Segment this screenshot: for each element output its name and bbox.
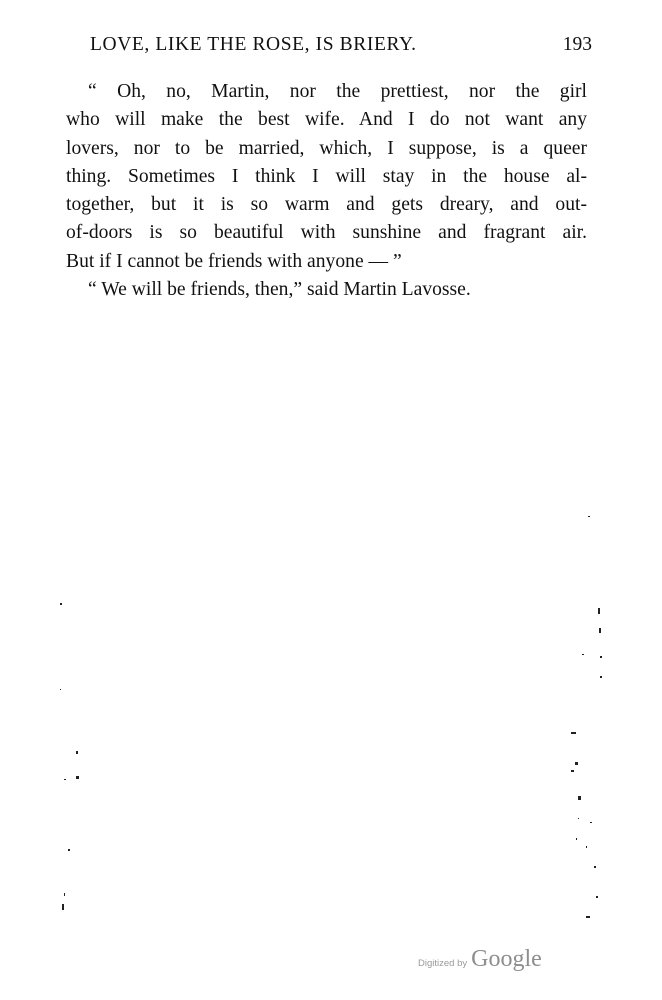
speck <box>594 866 596 868</box>
speck <box>578 818 579 819</box>
speck <box>60 603 62 605</box>
text-line: lovers, nor to be married, which, I suppose, is a queer <box>66 137 587 159</box>
speck <box>76 776 79 779</box>
speck <box>64 779 66 780</box>
speck <box>598 608 600 614</box>
speck <box>588 516 590 517</box>
text-line: of-doors is so beautiful with sunshine and fragrant air. <box>66 222 587 244</box>
speck <box>76 751 78 754</box>
speck <box>599 628 601 633</box>
speck <box>576 838 577 840</box>
speck <box>62 904 64 910</box>
running-title: LOVE, LIKE THE ROSE, IS BRIERY. <box>90 34 417 55</box>
text-line: “ We will be friends, then,” said Martin Lavosse. <box>88 279 471 301</box>
speck <box>64 893 65 896</box>
google-logo: Google <box>471 946 542 972</box>
speck <box>578 796 581 800</box>
speck <box>586 846 587 848</box>
text-line: who will make the best wife. And I do not want any <box>66 109 587 131</box>
speck <box>60 689 61 690</box>
paragraph-2 <box>66 276 587 304</box>
speck <box>600 676 602 678</box>
text-line: thing. Sometimes I think I will stay in the house al- <box>66 165 587 187</box>
body-text <box>66 78 587 304</box>
speck <box>582 654 584 655</box>
speck <box>571 770 574 772</box>
speck <box>571 732 576 734</box>
speck <box>575 762 578 765</box>
speck <box>600 656 602 658</box>
running-header <box>90 34 592 56</box>
speck <box>68 849 70 851</box>
page-number: 193 <box>562 34 592 55</box>
speck <box>596 896 598 898</box>
watermark-prefix: Digitized by <box>418 958 468 969</box>
digitized-watermark <box>418 946 542 973</box>
speck <box>586 916 590 918</box>
text-line: But if I cannot be friends with anyone — ” <box>66 250 402 272</box>
text-line: “ Oh, no, Martin, nor the prettiest, nor the girl <box>88 81 587 102</box>
paragraph-1 <box>66 78 587 276</box>
text-line: together, but it is so warm and gets dreary, and out- <box>66 194 587 216</box>
speck <box>590 822 592 823</box>
